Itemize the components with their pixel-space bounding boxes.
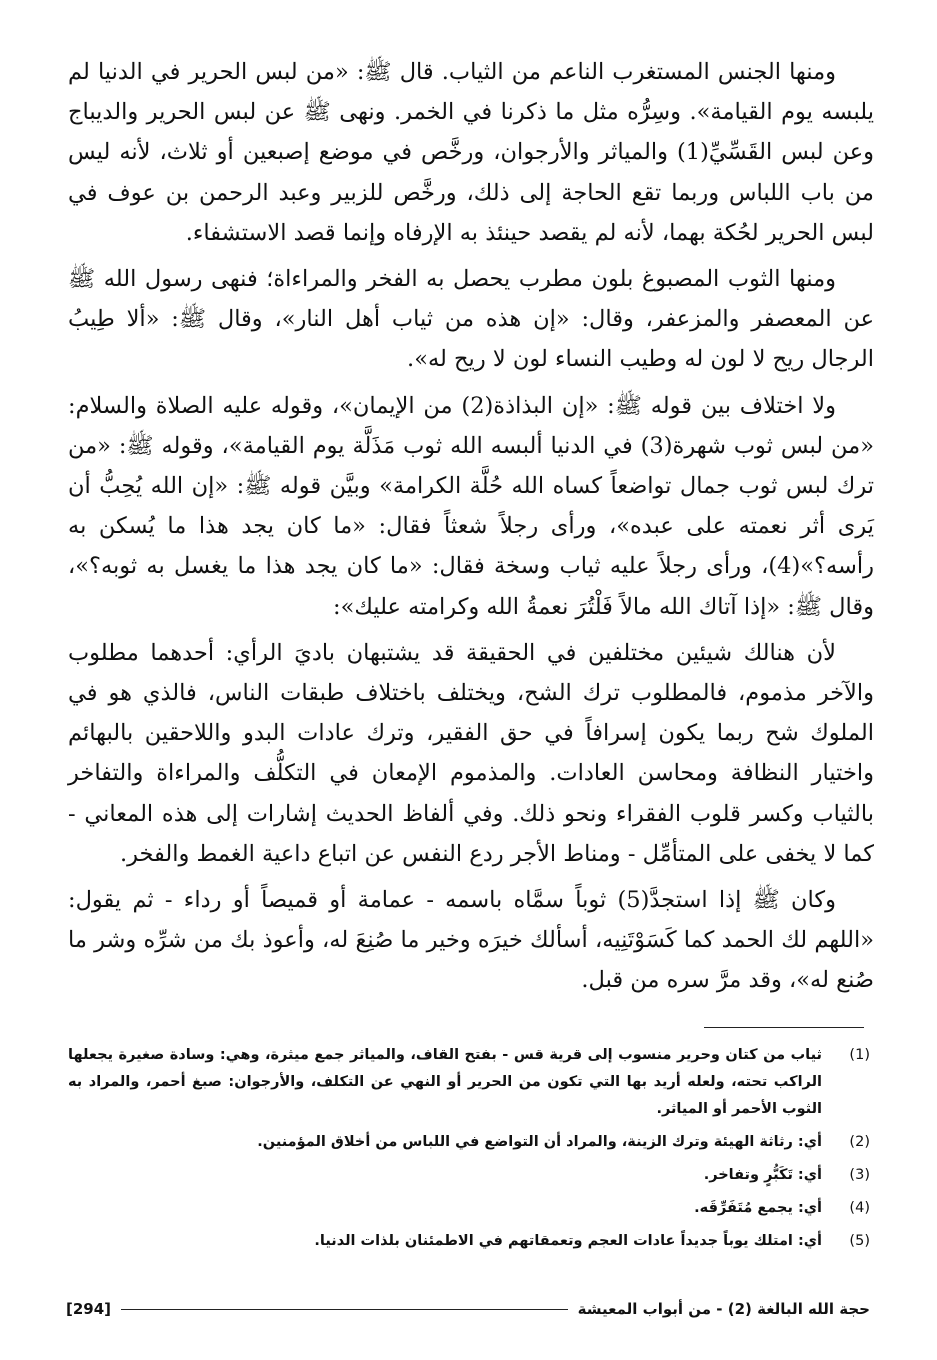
paragraph-dyed-garment: ومنها الثوب المصبوغ بلون مطرب يحصل به الفخر والمراءاة؛ فنهى رسول الله ﷺ عن المعصفر والمزعفر، وقال: «إن هذه من ثياب أهل النار»، وقال ﷺ: «ألا طِيبُ الرجال ريح لا لون له وطيب النساء لون لا ريح له». [68,266,874,373]
footnote [68,1162,870,1189]
footer-rule [121,1309,568,1310]
page-footer [66,1296,870,1322]
footnote [68,1042,870,1123]
footnote-text: ثياب من كتان وحرير منسوب إلى قرية قس - بفتح القاف، والمياثر جمع ميثرة، وهي: وسادة صغيرة يجعلها الراكب تحته، ولعله أريد بها التي تكون من الحرير أو النهي عن التكلف، والأرجوان: صبغ أحمر، والمراد به الثوب الأحمر أو المياثر. [68,1047,822,1117]
footnote-text: أي: يجمع مُتَفَرِّقَه. [694,1200,822,1216]
page-number: [294] [66,1300,112,1318]
footnotes [68,1042,870,1261]
footnote [68,1195,870,1222]
footnote [68,1129,870,1156]
footnote-number: (1) [849,1047,870,1063]
paragraph-new-garment: وكان ﷺ إذا استجدَّ(5) ثوباً سمَّاه باسمه - عمامة أو قميصاً أو رداء - ثم يقول: «اللهم لك الحمد كما كَسَوْتَنِيه، أسألك خيرَه وخير ما صُنِعَ له، وأعوذ بك من شرِّه وشر ما صُنع له»، وقد مرَّ سره من قبل. [68,887,874,994]
paragraph-silk: ومنها الجنس المستغرب الناعم من الثياب. قال ﷺ: «من لبس الحرير في الدنيا لم يلبسه يوم القيامة». وسِرُّه مثل ما ذكرنا في الخمر. ونهى ﷺ عن لبس الحرير والديباج وعن لبس القَسِّيِّ(1) والمياثر والأرجوان، ورخَّص في موضع إصبعين أو ثلاث، لأنه ليس من باب اللباس وربما تقع الحاجة إلى ذلك، ورخَّص للزبير وعبد الرحمن بن عوف في لبس الحرير لحُكة بهما، لأنه لم يقصد حينئذ به الإرفاه وإنما قصد الاستشفاء. [68,59,874,246]
footnote-number: (3) [849,1167,870,1183]
footnote-number: (5) [849,1233,870,1249]
running-title: حجة الله البالغة (2) - من أبواب المعيشة [577,1300,870,1318]
footnote-number: (2) [849,1134,870,1150]
footnote-text: أي: امتلك يوباً جديداً عادات العجم وتعمقاتهم في الاطمئنان بلذات الدنيا. [314,1233,822,1249]
paragraph-two-things: لأن هنالك شيئين مختلفين في الحقيقة قد يشتبهان باديَ الرأي: أحدهما مطلوب والآخر مذموم، فالمطلوب ترك الشح، ويختلف باختلاف طبقات الناس، فالذي هو في الملوك شح ربما يكون إسرافاً في حق الفقير، وترك عادات البدو واللاحقين بالبهائم واختيار النظافة ومحاسن العادات. والمذموم الإمعان في التكلُّف والمراءاة والتفاخر بالثياب وكسر قلوب الفقراء ونحو ذلك. وفي ألفاظ الحديث إشارات إلى هذه المعاني - كما لا يخفى على المتأمِّل - ومناط الأجر ردع النفس عن اتباع داعية الغمط والفخر. [68,639,874,867]
footnote-text: أي: رثاثة الهيئة وترك الزينة، والمراد أن التواضع في اللباس من أخلاق المؤمنين. [257,1134,822,1150]
paragraph-no-contradiction: ولا اختلاف بين قوله ﷺ: «إن البذاذة(2) من الإيمان»، وقوله عليه الصلاة والسلام: «من لبس ثوب شهرة(3) في الدنيا ألبسه الله ثوب مَذَلَّة يوم القيامة»، وقوله ﷺ: «من ترك لبس ثوب جمال تواضعاً كساه الله حُلَّة الكرامة» وبيَّن قوله ﷺ: «إن الله يُحِبُّ أن يَرى أثر نعمته على عبده»، ورأى رجلاً شعثاً فقال: «ما كان يجد هذا ما يُسكن به رأسه؟»(4)، ورأى رجلاً عليه ثياب وسخة فقال: «ما كان يجد هذا ما يغسل به ثوبه؟»، وقال ﷺ: «إذا آتاك الله مالاً فَلْتُرَ نعمةُ الله وكرامته عليك»: [68,392,874,620]
footnote-text: أي: تَكَبُّرٍ وتفاخر. [703,1167,822,1183]
footnote-separator [704,1027,864,1028]
footnote-number: (4) [849,1200,870,1216]
footnote [68,1228,870,1255]
main-text [68,52,874,1001]
